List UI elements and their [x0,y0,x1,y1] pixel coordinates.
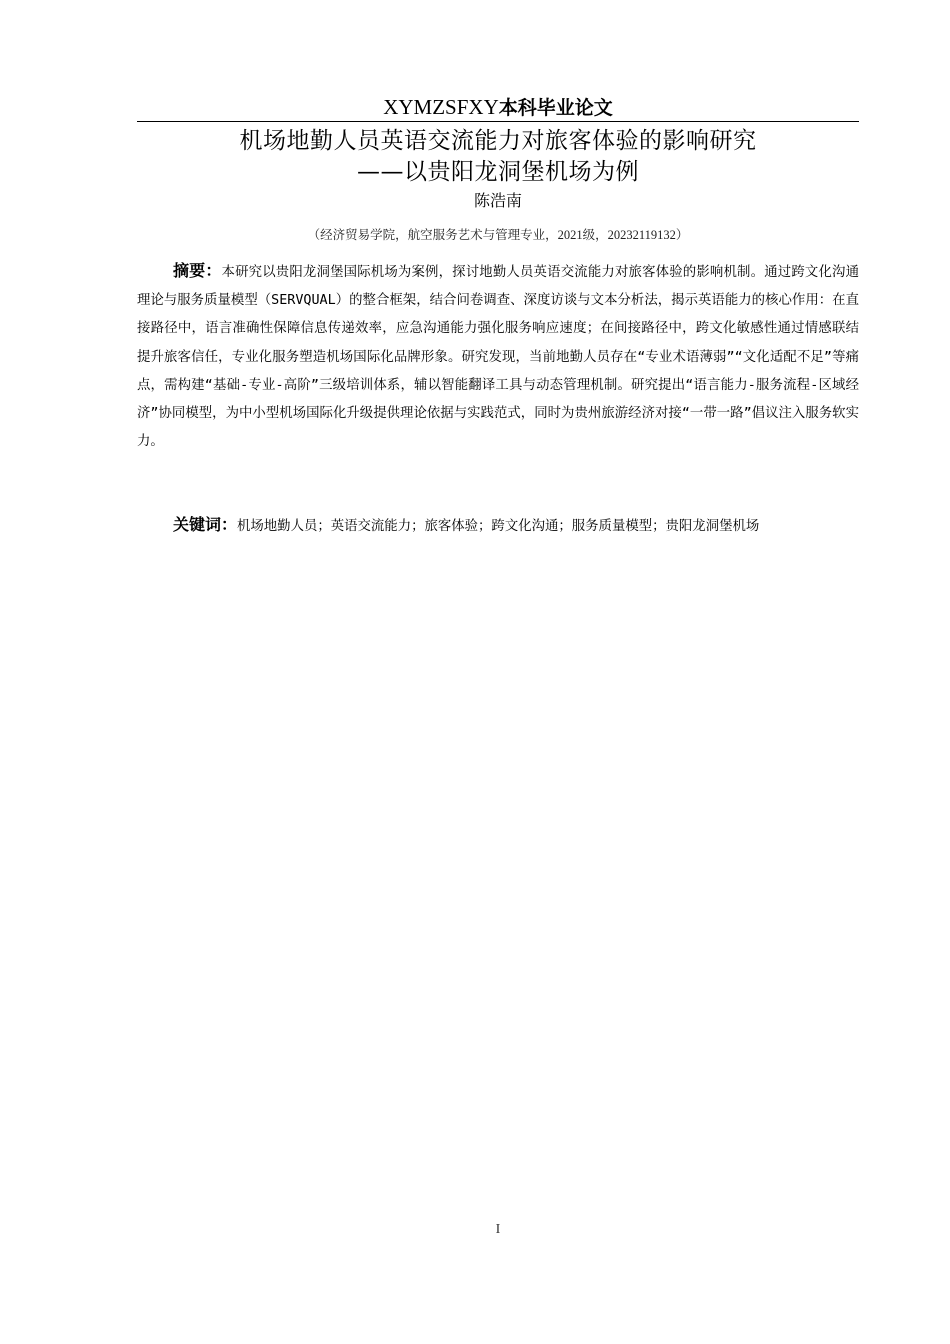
author-name: 陈浩南 [473,193,522,210]
keywords-paragraph [137,511,859,541]
abstract-paragraph [137,257,859,456]
author-affiliation: （经济贸易学院，航空服务艺术与管理专业，2021级，20232119132） [307,228,689,242]
keywords-label: 关键词： [173,515,238,534]
abstract-label: 摘要： [173,261,222,280]
header-rule [137,121,859,122]
header-code: XYMZSFXY [383,95,499,119]
header-label: 本科毕业论文 [498,97,613,119]
paper-title: 机场地勤人员英语交流能力对旅客体验的影响研究 [239,128,757,154]
keywords-text: 机场地勤人员；英语交流能力；旅客体验；跨文化沟通；服务质量模型；贵阳龙洞堡机场 [237,519,760,534]
running-header [137,94,859,121]
page-number: I [495,1222,501,1237]
abstract-text: 本研究以贵阳龙洞堡国际机场为案例，探讨地勤人员英语交流能力对旅客体验的影响机制。通过跨文化沟通理论与服务质量模型（SERVQUAL）的整合框架，结合问卷调查、深度访谈与文本分析法，揭示英语能力的核心作用：在直接路径中，语言准确性保障信息传递效率，应急沟通能力强化服务响应速度；在间接路径中，跨文化敏感性通过情感联结提升旅客信任，专业化服务塑造机场国际化品牌形象。研究发现，当前地勤人员存在“专业术语薄弱”“文化适配不足”等痛点，需构建“基础-专业-高阶”三级培训体系，辅以智能翻译工具与动态管理机制。研究提出“语言能力-服务流程-区域经济”协同模型，为中小型机场国际化升级提供理论依据与实践范式，同时为贵州旅游经济对接“一带一路”倡议注入服务软实力。 [137,265,859,450]
paper-subtitle: ——以贵阳龙洞堡机场为例 [357,159,639,185]
